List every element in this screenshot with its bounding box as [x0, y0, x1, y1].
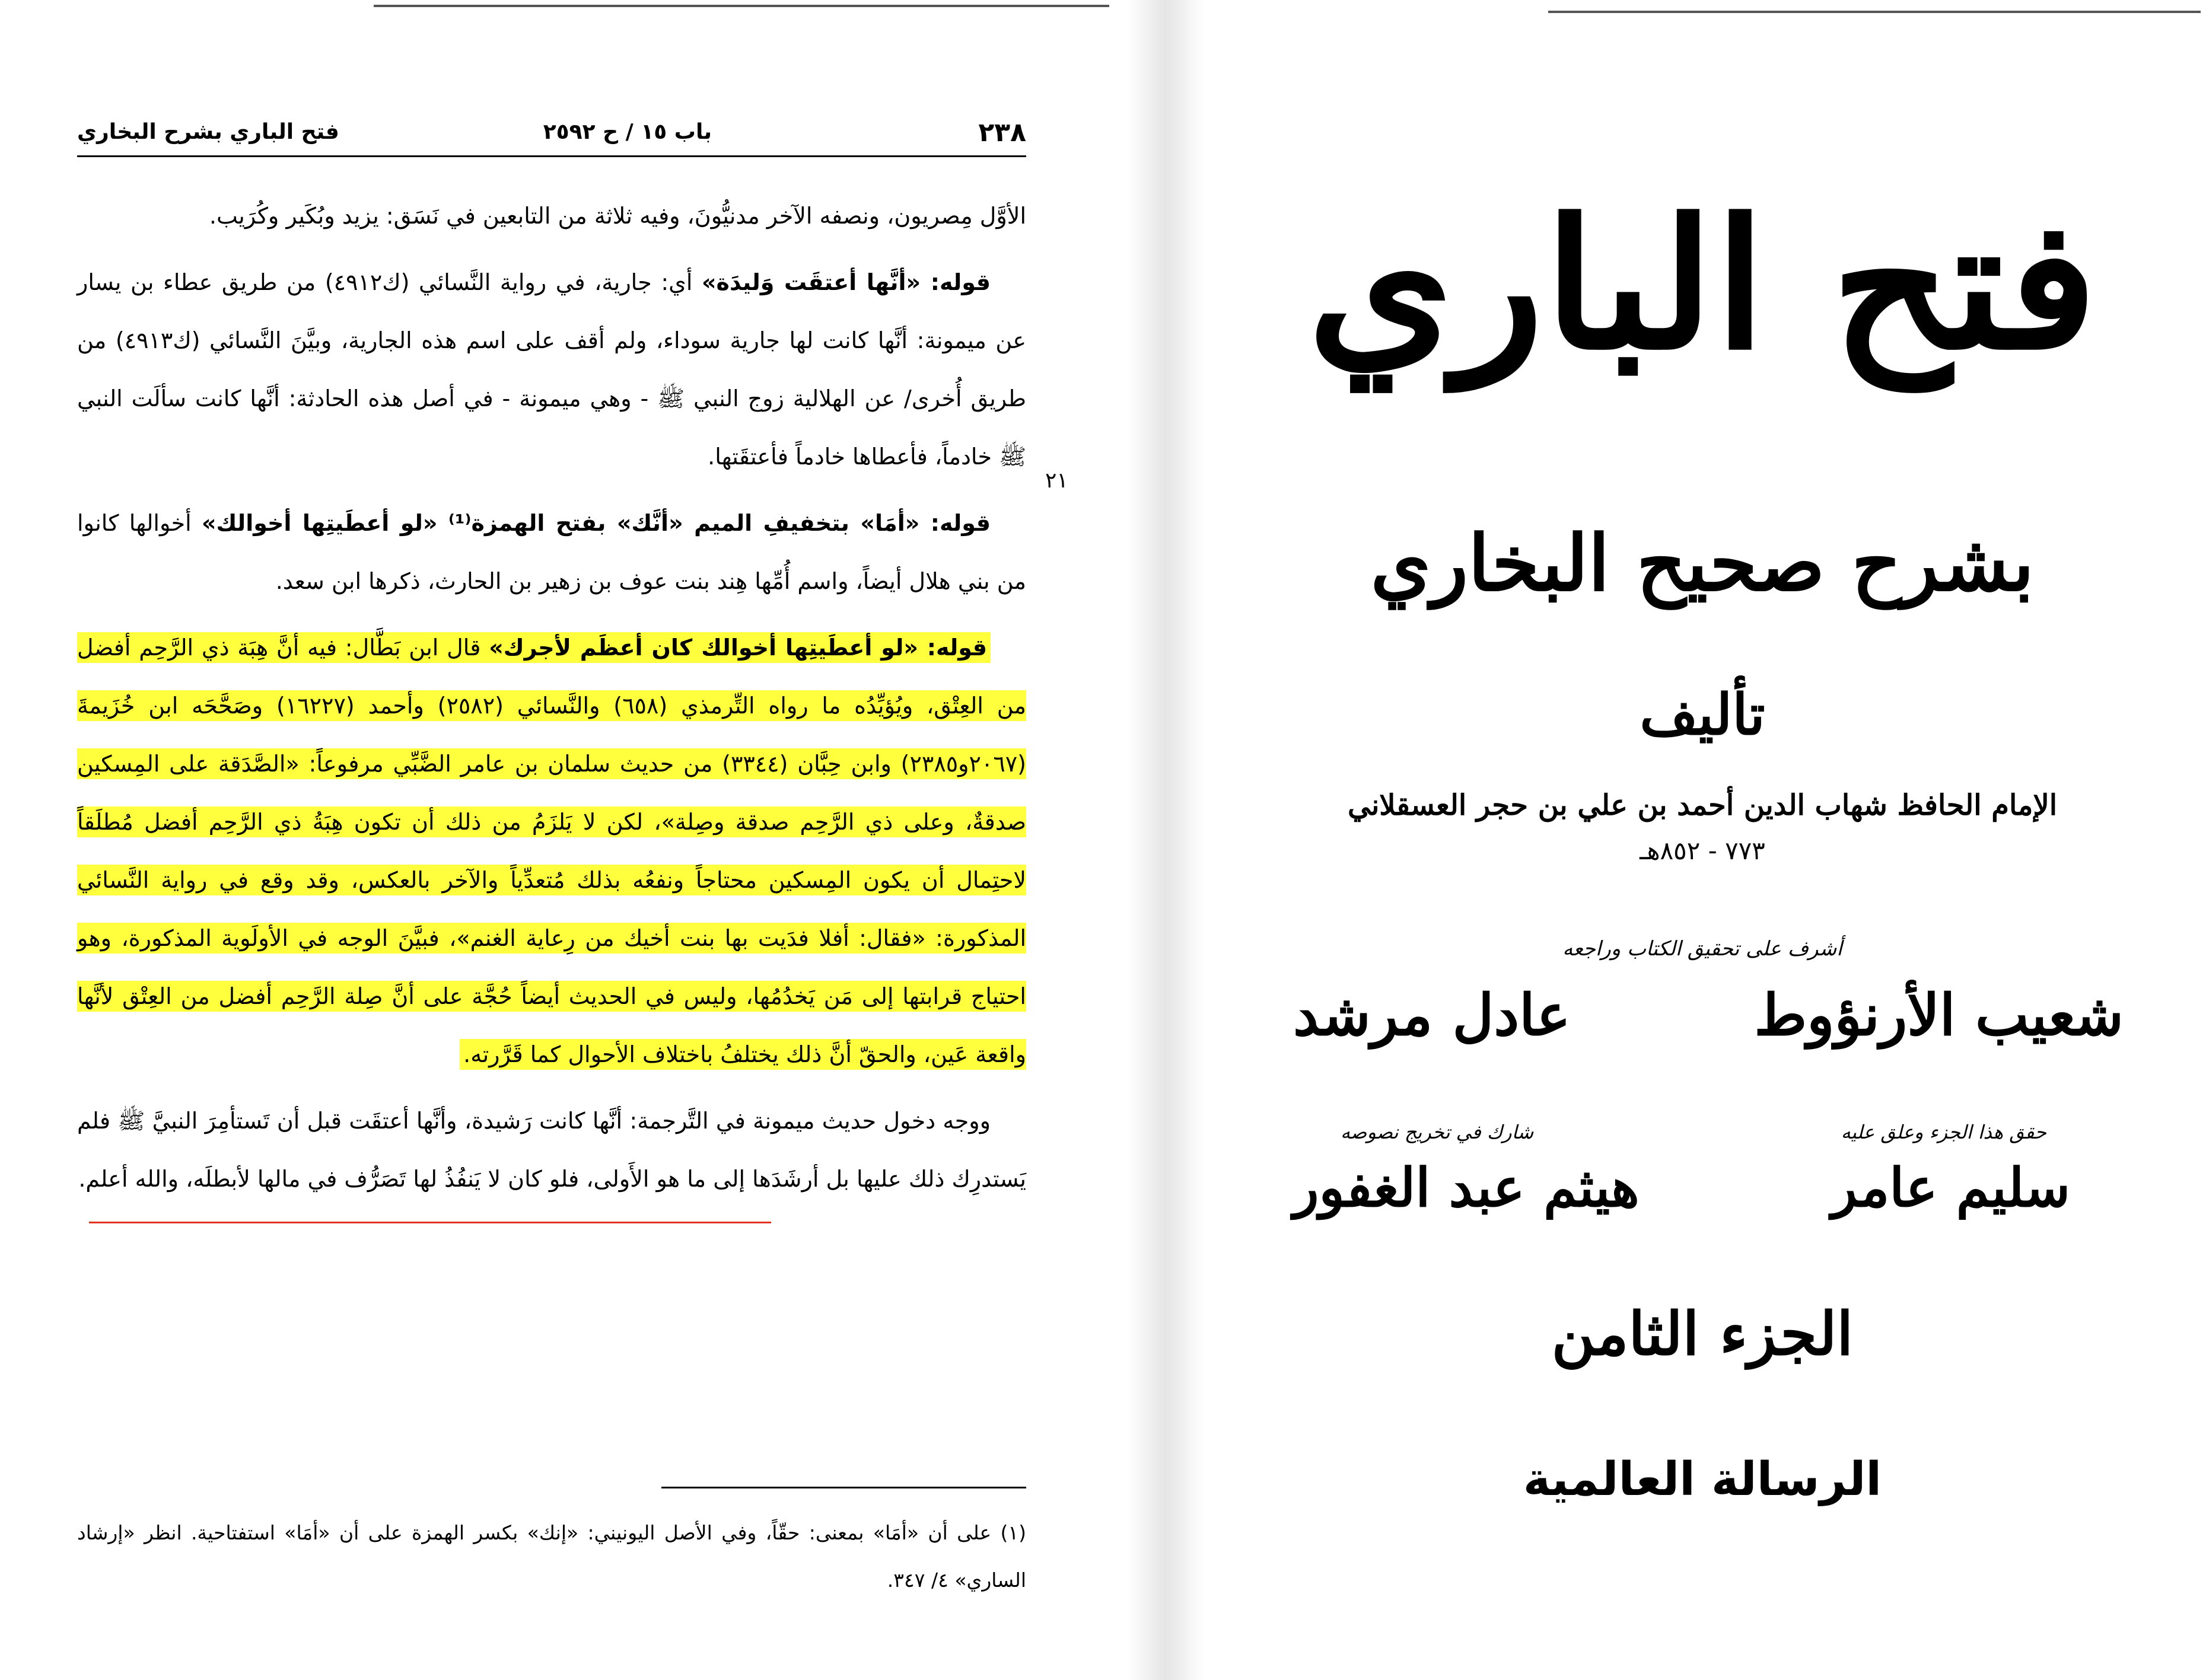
supervision-label: أشرف على تحقيق الكتاب وراجعه — [1562, 937, 1842, 961]
author-dates: ٧٧٣ - ٨٥٢هـ — [1640, 836, 1765, 865]
paragraph-2-lead: قوله: «أنَّها أعتقَت وَليدَة» — [702, 269, 991, 295]
red-underline — [89, 1222, 771, 1223]
authorship-label: تأليف — [1640, 682, 1765, 748]
margin-number: ٢١ — [1045, 468, 1068, 493]
book-spine-shadow — [1127, 0, 1204, 1680]
highlighted-text: قال ابن بَطَّال: فيه أنَّ هِبَة ذي الرَّحِم أفضل من العِتْق، ويُؤيِّدُه ما رواه التِّرمذي (٦٥٨) والنَّسائي (٢٥٨٢) وأحمد (١٦٢٢٧) وصَحَّحَه ابن خُزَيمةَ (٢٠٦٧و٢٣٨٥) وابن حِبَّان (٣٣٤٤) من حديث سلمان بن عامر الضَّبِّي مرفوعاً: «الصَّدَقة على المِسكين صدقةٌ، وعلى ذي الرَّحِم صدقة وصِلة»، لكن لا يَلزَمُ من ذلك أن تكون هِبَةُ ذي الرَّحِم أفضل مُطلَقاً لاحتِمال أن يكون المِسكين محتاجاً ونفعُه بذلك مُتعدِّياً والآخر بالعكس، وقد وقع في رواية النَّسائي المذكورة: «فقال: أفلا فدَيت بها بنت أخيك من رِعاية الغنم»، فبيَّنَ الوجه في الأولَوية المذكورة، وهو احتياج قرابتها إلى مَن يَخدُمُها، وليس في الحديث أيضاً حُجَّة على أنَّ صِلة الرَّحِم أفضل من العِتْق لأنَّها واقعة عَين، والحقّ أنَّ ذلك يختلفُ باختلاف الأحوال كما قَرَّرته. — [77, 635, 1026, 1067]
editor-right: شعيب الأرنؤوط — [1754, 981, 2124, 1048]
top-edge-left — [374, 5, 1109, 7]
author-name: الإمام الحافظ شهاب الدين أحمد بن علي بن حجر العسقلاني — [1347, 789, 2058, 822]
footnote: (١) على أن «أمَا» بمعنى: حقّاً، وفي الأصل اليونيني: «إنك» بكسر الهمزة على أن «أمَا» استفتاحية. انظر «إرشاد الساري» ٤/ ٣٤٧. — [77, 1521, 1026, 1592]
chapter-reference: باب ١٥ / ح ٢٥٩٢ — [543, 120, 712, 144]
editor-left: عادل مرشد — [1293, 981, 1571, 1048]
closing-text: ووجه دخول حديث ميمونة في التَّرجمة: أنَّها كانت رَشيدة، وأنَّها أعتقَت قبل أن تَستأمِرَ النبيَّ ﷺ فلم يَستدرِك ذلك عليها بل أرشَدَها إلى ما هو الأَولى، فلو كان لا يَنفُذُ لها تَصَرُّف في مالها لأبطلَه، والله أعلم. — [77, 1108, 1026, 1192]
book-title: فتح الباري — [1307, 180, 2097, 389]
running-header — [77, 117, 1026, 153]
publisher: الرسالة العالمية — [1523, 1453, 1882, 1506]
book-subtitle: بشرح صحيح البخاري — [1370, 518, 2035, 608]
page-number: ٢٣٨ — [978, 117, 1026, 148]
title-page — [1269, 178, 2135, 1601]
contributor-right: سليم عامر — [1831, 1156, 2070, 1219]
highlighted-lead: قوله: «لو أعطَيتِها أخوالك كان أعظَم لأجرك» — [489, 635, 987, 661]
book-title-header: فتح الباري بشرح البخاري — [77, 120, 339, 144]
paragraph-2 — [77, 253, 1026, 486]
paragraph-3-text: أخوالها كانوا من بني هلال أيضاً، واسم أُمِّها هِند بنت عوف بن زهير بن الحارث، ذكرها ابن سعد. — [77, 510, 1026, 594]
contributor-left-label: شارك في تخريج نصوصه — [1341, 1121, 1534, 1143]
contributor-left: هيثم عبد الغفور — [1293, 1156, 1640, 1219]
top-edge-right — [1548, 11, 2201, 13]
contributor-right-label: حقق هذا الجزء وعلق عليه — [1841, 1121, 2046, 1143]
highlight-mark — [77, 632, 1026, 1070]
paragraph-3-lead: قوله: «أمَا» بتخفيفِ الميم «أنَّك» بفتح الهمزة⁽¹⁾ «لو أعطَيتِها أخوالك» — [202, 510, 991, 536]
header-rule — [77, 155, 1026, 157]
paragraph-2-text: أي: جارية، في رواية النَّسائي (ك٤٩١٢) من طريق عطاء بن يسار عن ميمونة: أنَّها كانت لها جارية سوداء، ولم أقف على اسم هذه الجارية، وبيَّنَ النَّسائي (ك٤٩١٣) من طريق أُخرى/ عن الهلالية زوج النبي ﷺ - وهي ميمونة - في أصل هذه الحادثة: أنَّها كانت سألَت النبي ﷺ خادماً، فأعطاها خادماً فأعتقَتها. — [77, 269, 1026, 470]
left-page — [77, 89, 1068, 1631]
closing-paragraph — [77, 1092, 1026, 1208]
body-text — [77, 187, 1026, 1216]
paragraph-1 — [77, 187, 1026, 245]
footnote-rule — [661, 1487, 1026, 1488]
paragraph-3 — [77, 494, 1026, 610]
volume-label: الجزء الثامن — [1551, 1299, 1854, 1369]
highlighted-paragraph — [77, 619, 1026, 1083]
paragraph-1-text: الأوَّل مِصريون، ونصفه الآخر مدنيُّونَ، وفيه ثلاثة من التابعين في نَسَق: يزيد وبُكَير وكُرَيب. — [209, 203, 1026, 229]
